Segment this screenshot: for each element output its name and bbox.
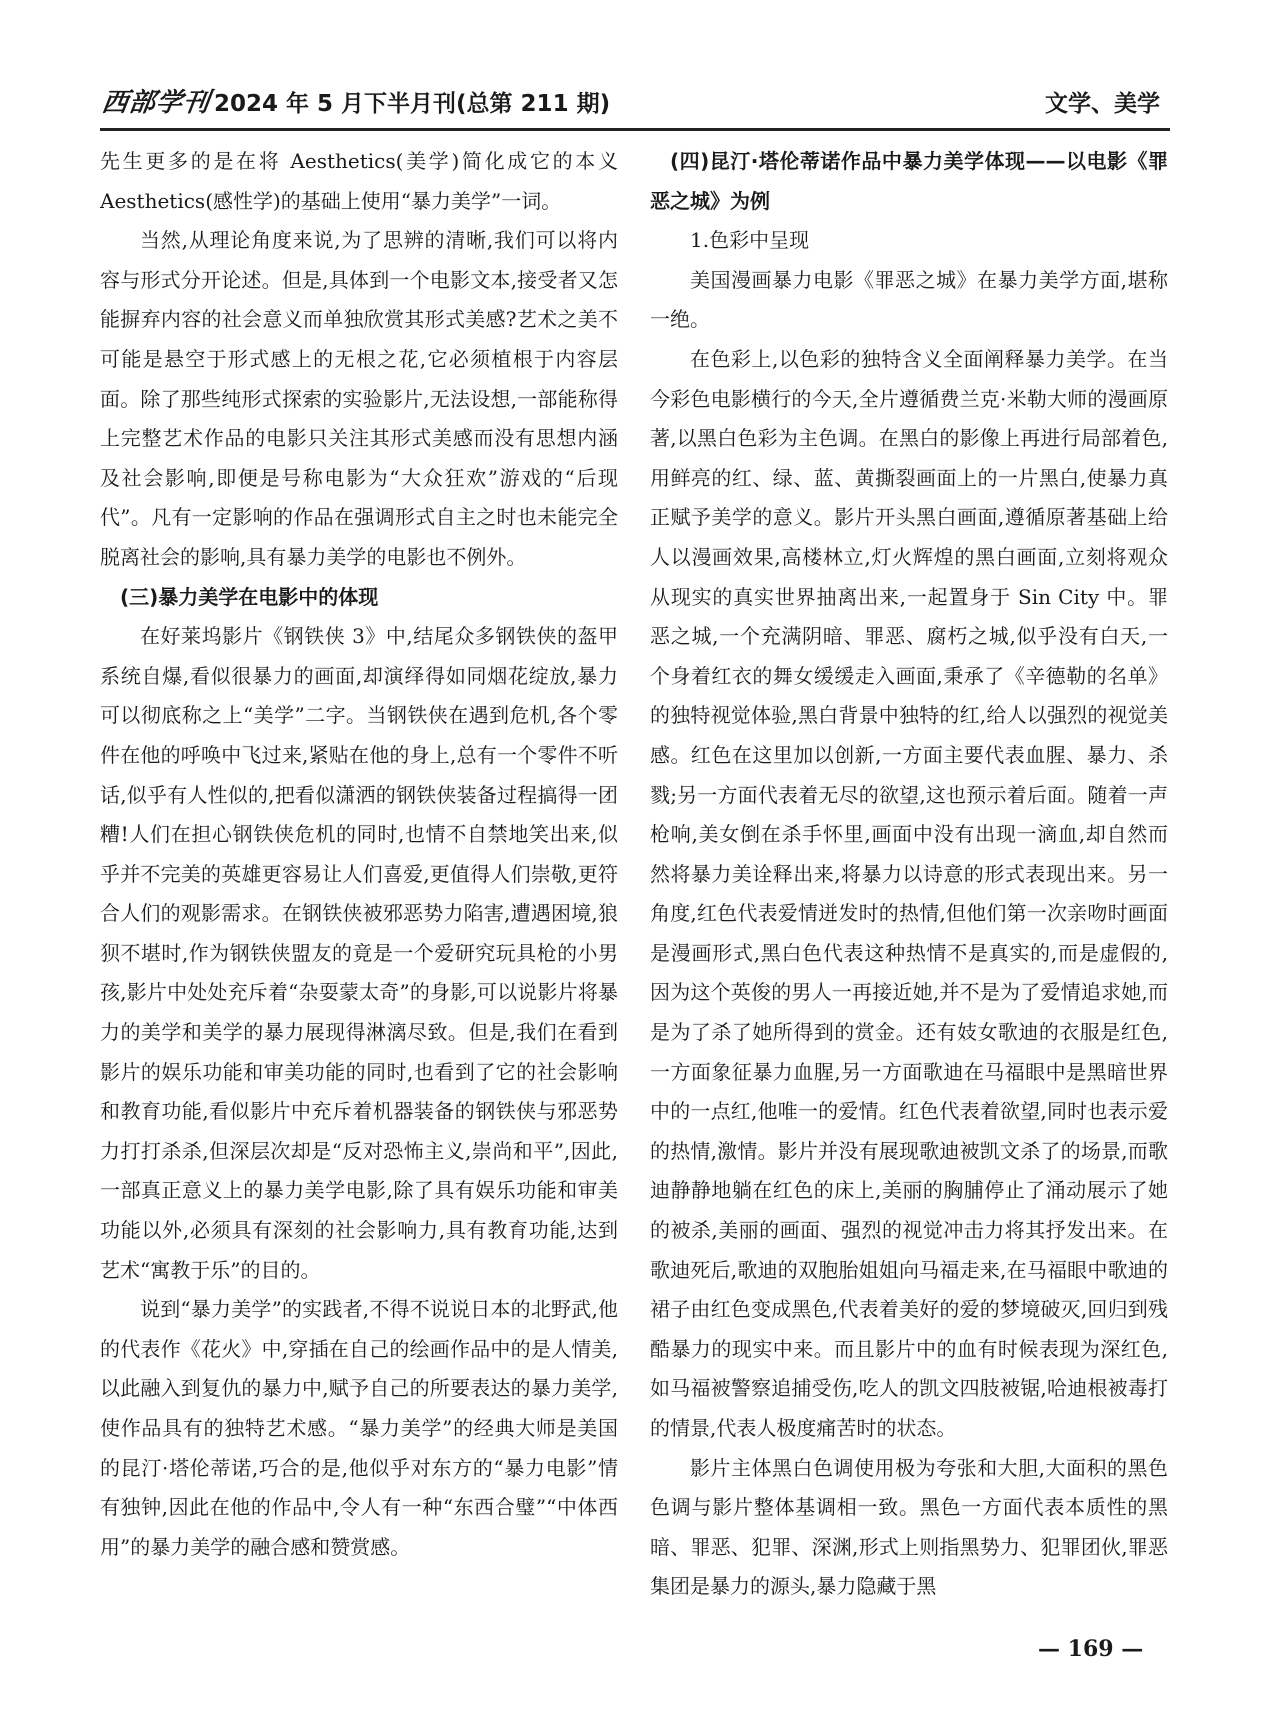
paragraph: 当然,从理论角度来说,为了思辨的清晰,我们可以将内容与形式分开论述。但是,具体到一个电影文本,接受者又怎能摒弃内容的社会意义而单独欣赏其形式美感?艺术之美不可能是悬空于形式感上的无根之花,它必须植根于内容层面。除了那些纯形式探索的实验影片,无法设想,一部能称得上完整艺术作品的电影只关注其形式美感而没有思想内涵及社会影响,即便是号称电影为“大众狂欢”游戏的“后现代”。凡有一定影响的作品在强调形式自主之时也未能完全脱离社会的影响,具有暴力美学的电影也不例外。: [100, 228, 618, 569]
section-name: 文学、美学: [1045, 91, 1160, 117]
paragraph: 影片主体黑白色调使用极为夸张和大胆,大面积的黑色色调与影片整体基调相一致。黑色一方面代表本质性的黑暗、罪恶、犯罪、深渊,形式上则指黑势力、犯罪团伙,罪恶集团是暴力的源头,暴力隐藏于黑: [650, 1455, 1168, 1599]
paragraph: 说到“暴力美学”的实践者,不得不说说日本的北野武,他的代表作《花火》中,穿插在自己的绘画作品中的是人情美,以此融入到复仇的暴力中,赋予自己的所要表达的暴力美学,使作品具有的独特艺术感。“暴力美学”的经典大师是美国的昆汀·塔伦蒂诺,巧合的是,他似乎对东方的“暴力电影”情有独钟,因此在他的作品中,令人有一种“东西合璧”“中体西用”的暴力美学的融合感和赞赏感。: [100, 1297, 618, 1559]
subsection-heading: 1.色彩中呈现: [690, 228, 810, 253]
right-column: [650, 142, 1168, 1607]
left-column: [100, 142, 618, 1567]
header-rule: [100, 128, 1170, 131]
section-heading: (四)昆汀·塔伦蒂诺作品中暴力美学体现——以电影《罪恶之城》为例: [650, 149, 1168, 213]
page-number: — 169 —: [1038, 1636, 1144, 1662]
journal-logo: 西部学刊: [99, 88, 213, 118]
paragraph: 先生更多的是在将 Aesthetics(美学)简化成它的本义 Aesthetics(感性学)的基础上使用“暴力美学”一词。: [100, 149, 618, 213]
issue-info: 2024 年 5 月下半月刊(总第 211 期): [214, 91, 611, 117]
page-header: [100, 70, 1170, 134]
paragraph: 在好莱坞影片《钢铁侠 3》中,结尾众多钢铁侠的盔甲系统自爆,看似很暴力的画面,却演绎得如同烟花绽放,暴力可以彻底称之上“美学”二字。当钢铁侠在遇到危机,各个零件在他的呼唤中飞过来,紧贴在他的身上,总有一个零件不听话,似乎有人性似的,把看似潇洒的钢铁侠装备过程搞得一团糟!人们在担心钢铁侠危机的同时,也情不自禁地笑出来,似乎并不完美的英雄更容易让人们喜爱,更值得人们崇敬,更符合人们的观影需求。在钢铁侠被邪恶势力陷害,遭遇困境,狼狈不堪时,作为钢铁侠盟友的竟是一个爱研究玩具枪的小男孩,影片中处处充斥着“杂耍蒙太奇”的身影,可以说影片将暴力的美学和美学的暴力展现得淋漓尽致。但是,我们在看到影片的娱乐功能和审美功能的同时,也看到了它的社会影响和教育功能,看似影片中充斥着机器装备的钢铁侠与邪恶势力打打杀杀,但深层次却是“反对恐怖主义,崇尚和平”,因此,一部真正意义上的暴力美学电影,除了具有娱乐功能和审美功能以外,必须具有深刻的社会影响力,具有教育功能,达到艺术“寓教于乐”的目的。: [100, 624, 618, 1282]
section-heading: (三)暴力美学在电影中的体现: [120, 584, 379, 609]
paragraph: 美国漫画暴力电影《罪恶之城》在暴力美学方面,堪称一绝。: [650, 267, 1168, 332]
paragraph: 在色彩上,以色彩的独特含义全面阐释暴力美学。在当今彩色电影横行的今天,全片遵循费兰克·米勒大师的漫画原著,以黑白色彩为主色调。在黑白的影像上再进行局部着色,用鲜亮的红、绿、蓝、黄撕裂画面上的一片黑白,使暴力真正赋予美学的意义。影片开头黑白画面,遵循原著基础上给人以漫画效果,高楼林立,灯火辉煌的黑白画面,立刻将观众从现实的真实世界抽离出来,一起置身于 Sin City 中。罪恶之城,一个充满阴暗、罪恶、腐朽之城,似乎没有白天,一个身着红衣的舞女缓缓走入画面,秉承了《辛德勒的名单》的独特视觉体验,黑白背景中独特的红,给人以强烈的视觉美感。红色在这里加以创新,一方面主要代表血腥、暴力、杀戮;另一方面代表着无尽的欲望,这也预示着后面。随着一声枪响,美女倒在杀手怀里,画面中没有出现一滴血,却自然而然将暴力美诠释出来,将暴力以诗意的形式表现出来。另一角度,红色代表爱情迸发时的热情,但他们第一次亲吻时画面是漫画形式,黑白色代表这种热情不是真实的,而是虚假的,因为这个英俊的男人一再接近她,并不是为了爱情追求她,而是为了杀了她所得到的赏金。还有妓女歌迪的衣服是红色,一方面象征暴力血腥,另一方面歌迪在马福眼中是黑暗世界中的一点红,他唯一的爱情。红色代表着欲望,同时也表示爱的热情,激情。影片并没有展现歌迪被凯文杀了的场景,而歌迪静静地躺在红色的床上,美丽的胸脯停止了涌动展示了她的被杀,美丽的画面、强烈的视觉冲击力将其抒发出来。在歌迪死后,歌迪的双胞胎姐姐向马福走来,在马福眼中歌迪的裙子由红色变成黑色,代表着美好的爱的梦境破灭,回归到残酷暴力的现实中来。而且影片中的血有时候表现为深红色,如马福被警察追捕受伤,吃人的凯文四肢被锯,哈迪根被毒打的情景,代表人极度痛苦时的状态。: [650, 346, 1168, 1440]
